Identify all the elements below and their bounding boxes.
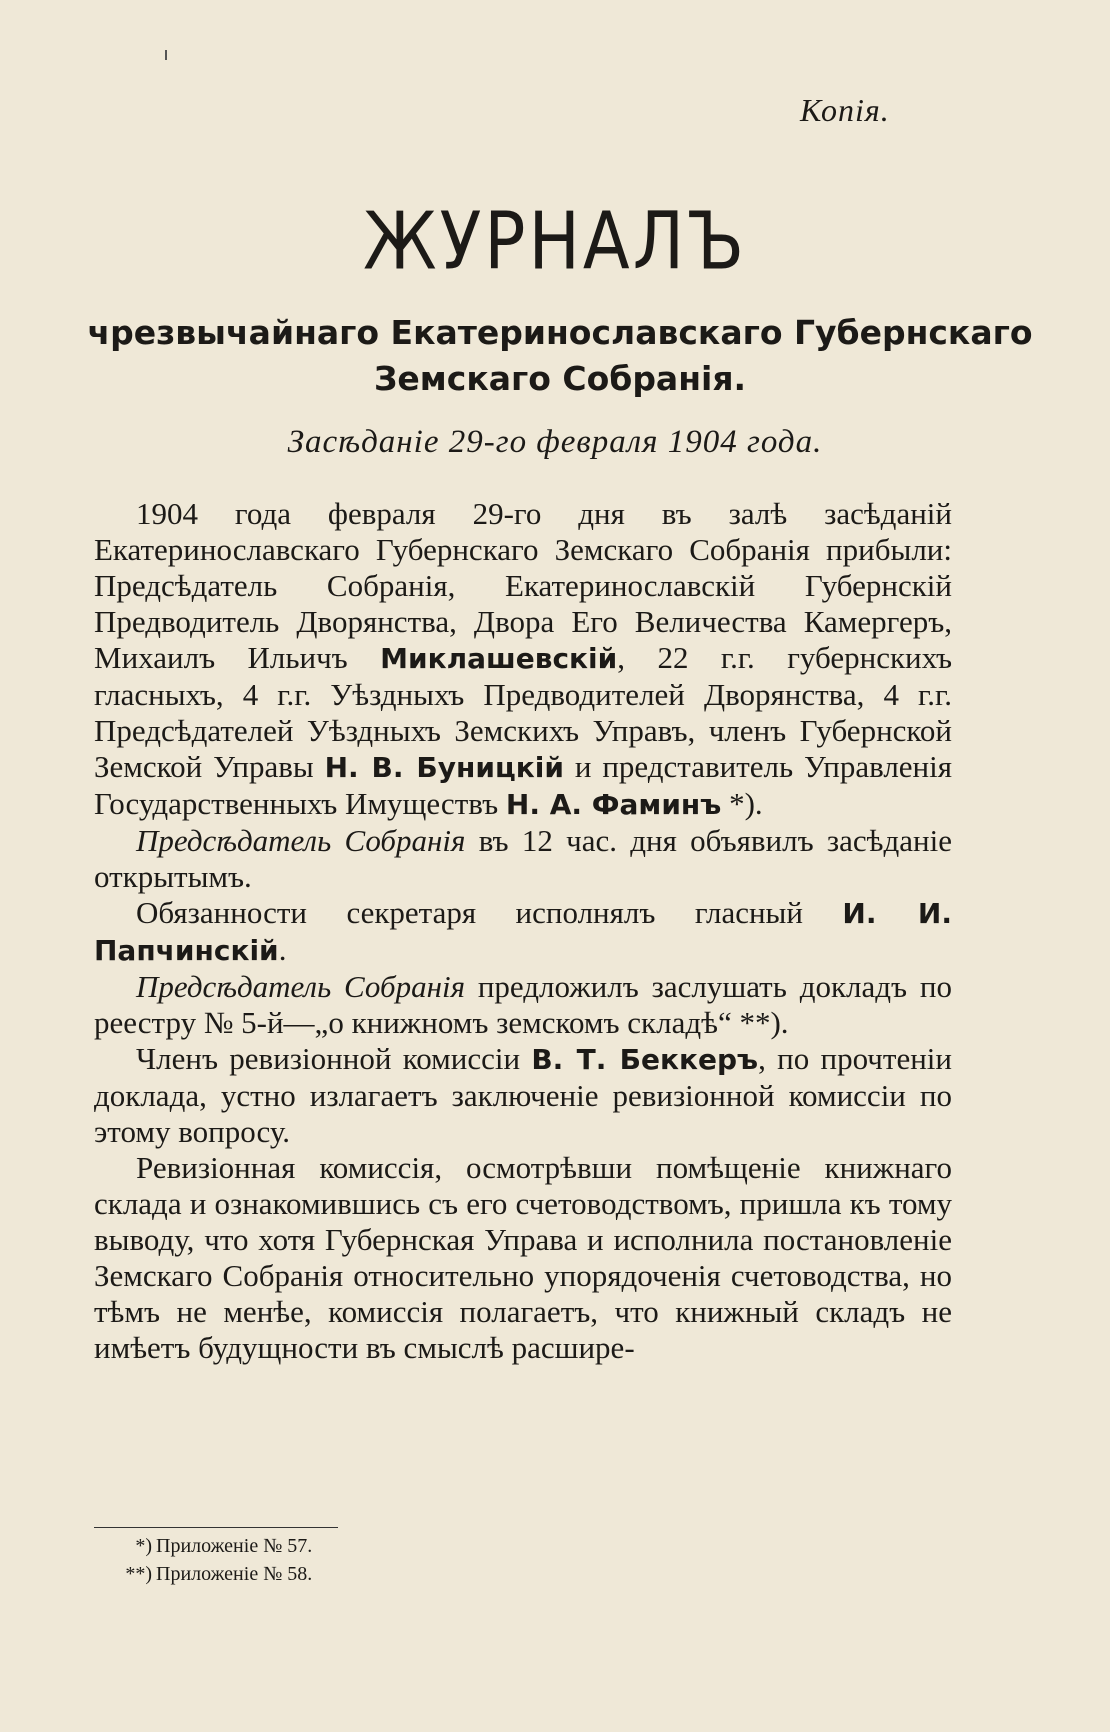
copy-mark: Копія. (800, 92, 890, 128)
chairman-label: Предсѣдатель Собранія (136, 823, 466, 858)
body-text (94, 496, 952, 1366)
text-run: *). (721, 786, 763, 821)
text-run: въ 12 час. дня объявилъ засѣданіе открытымъ. (94, 823, 952, 894)
text-run: Обязанности секретаря исполнялъ гласный (136, 895, 843, 930)
footnote-mark: **) (125, 1563, 152, 1585)
footnote-1 (94, 1532, 312, 1560)
footnote-rule (94, 1527, 338, 1528)
journal-title: ЖУРНАЛЪ (362, 193, 748, 288)
chairman-label: Предсѣдатель Собранія (136, 969, 465, 1004)
session-date: Засѣданіе 29-го февраля 1904 года. (287, 424, 823, 460)
paragraph-proposal (94, 969, 952, 1041)
paragraph-attendance (94, 496, 952, 823)
name-papchinsky: И. И. Папчинскій (94, 897, 953, 967)
paragraph-opening (94, 823, 952, 895)
paragraph-secretary (94, 895, 952, 969)
footnote-mark: *) (135, 1535, 152, 1557)
text-run: 1904 года февраля 29-го дня въ залѣ засѣданій Екатеринославскаго Губернскаго Земскаго Собранія прибыли: Предсѣдатель Собранія, Екатеринославскій Губернскій Предводитель Дворянства, Двора Его Величества Камергеръ, Михаилъ Ильичъ (94, 496, 952, 675)
text-run: и представитель Управленія Государственныхъ Имуществъ (94, 749, 953, 821)
footnote-2 (94, 1560, 312, 1588)
paragraph-revision-member (94, 1041, 952, 1150)
name-bunitsky: Н. В. Буницкій (324, 751, 564, 784)
subtitle-line-2: Земскаго Собранія. (373, 359, 747, 398)
name-bekker: В. Т. Беккеръ (531, 1043, 759, 1076)
print-mark (165, 50, 167, 60)
name-famin: Н. А. Фаминъ (505, 788, 722, 821)
text-run: Членъ ревизіонной комиссіи (136, 1041, 532, 1076)
name-miklashevsky: Миклашевскій (380, 642, 618, 675)
footnotes (94, 1532, 312, 1588)
subtitle-line-1: чрезвычайнаго Екатеринославскаго Губернскаго (87, 313, 1033, 352)
footnote-text: Приложеніе № 57. (156, 1535, 313, 1557)
text-run: , 22 г.г. губернскихъ гласныхъ, 4 г.г. Уѣздныхъ Предводителей Дворянства, 4 г.г. Предсѣдателей Уѣздныхъ Земскихъ Управъ, членъ Губернской Земской Управы (94, 640, 952, 784)
text-run: , по прочтеніи доклада, устно излагаетъ заключеніе ревизіонной комиссіи по этому вопросу. (94, 1041, 952, 1149)
footnote-text: Приложеніе № 58. (156, 1563, 313, 1585)
text-run: . (278, 932, 287, 967)
paragraph-revision-findings: Ревизіонная комиссія, осмотрѣвши помѣщеніе книжнаго склада и ознакомившись съ его счетоводствомъ, пришла къ тому выводу, что хотя Губернская Управа и исполнила постановленіе Земскаго Собранія относительно упорядоченія счетоводства, но тѣмъ не менѣе, комиссія полагаетъ, что книжный складъ не имѣетъ будущности въ смыслѣ расшире- (94, 1150, 952, 1365)
journal-subtitle (60, 310, 1060, 402)
text-run: предложилъ заслушать докладъ по реестру № 5-й—„о книжномъ земскомъ складѣ“ **). (94, 969, 952, 1040)
